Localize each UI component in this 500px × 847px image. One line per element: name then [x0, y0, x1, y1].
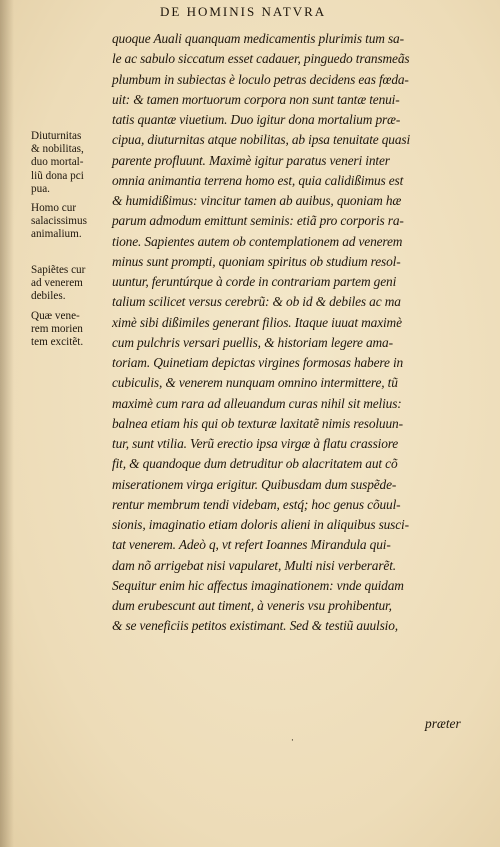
marginal-note-line: animalium.: [31, 228, 82, 241]
marginal-note: [31, 202, 87, 242]
marginal-note-line: salacissimus: [31, 215, 87, 228]
text-line: quoque Auali quanquam medicamentis plurimis tum sa-: [112, 31, 404, 46]
text-line: dam nõ arrigebat nisi vapularet, Multi nisi verberarẽt.: [112, 557, 396, 573]
text-line: talium scilicet versus cerebrũ: & ob id & debiles ac ma: [112, 294, 401, 310]
text-line: balnea etiam his qui ob texturæ laxitatẽ nimis resoluun-: [112, 415, 403, 431]
text-line: parum admodum emittunt seminis: etiã pro corporis ra-: [112, 213, 404, 229]
text-line: ximè sibi dißimiles generant filios. Itaque iuuat maximè: [112, 314, 402, 330]
marginal-note-line: Quæ vene-: [31, 310, 80, 322]
running-head: DE HOMINIS NATVRA: [160, 4, 327, 19]
text-line: omnia animantia terrena homo est, quia calidißimus est: [112, 172, 404, 188]
text-line: sionis, imaginatio etiam doloris alieni in aliquibus susci-: [112, 517, 409, 532]
text-line: uit: & tamen mortuorum corpora non sunt tantæ tenui-: [112, 91, 400, 107]
text-line: fit, & quandoque dum detruditur ob alacritatem aut cõ: [112, 456, 398, 472]
text-line: maximè cum rara ad alleuandum curas nihil sit melius:: [112, 395, 402, 411]
text-line: tatis quantæ viuetium. Duo igitur dona mortalium præ-: [112, 112, 401, 127]
catchword: præter: [425, 716, 461, 731]
marginal-note-line: tem excitẽt.: [31, 336, 84, 349]
marginal-note-line: rem morien: [31, 323, 83, 336]
text-line: Sequitur enim hic affectus imaginationem: vnde quidam: [112, 577, 404, 593]
marginal-note-line: Sapiẽtes cur: [31, 264, 86, 276]
marginal-note: [31, 130, 84, 196]
text-line: toriam. Quinetiam depictas virgines formosas habere in: [112, 355, 404, 370]
text-line: minus sunt prompti, quoniam spiritus ob studium resol-: [112, 253, 401, 269]
marginal-note-line: duo mortal-: [31, 156, 84, 169]
body-text: [112, 29, 484, 637]
text-line: cum pulchris versari puellis, & historiam legere ama-: [112, 334, 393, 350]
footer-mark: ·: [291, 736, 294, 746]
marginal-note-line: Homo cur: [31, 202, 77, 214]
text-line: parente profluunt. Maximè igitur paratus veneri inter: [112, 152, 390, 168]
text-line: dum erubescunt aut timent, à veneris vsu prohibentur,: [112, 598, 392, 613]
text-line: tione. Sapientes autem ob contemplationem ad venerem: [112, 233, 403, 249]
text-line: plumbum in subiectas è loculo petras decidens eas fœda-: [112, 71, 409, 87]
text-line: tur, sunt vtilia. Verũ erectio ipsa virgæ à flatu crassiore: [112, 436, 399, 451]
text-line: rentur membrum tendi videbam, estq́; hoc genus cõuul-: [112, 496, 401, 512]
marginal-note-line: pua.: [31, 182, 50, 195]
text-line: & humidißimus: vincitur tamen ab auibus, quoniam hæ: [112, 193, 402, 208]
marginal-note-line: Diuturnitas: [31, 130, 82, 142]
gutter-shadow: [0, 0, 14, 847]
text-line: miserationem virga erigitur. Quibusdam dum suspẽde-: [112, 476, 397, 492]
marginal-note: [31, 264, 85, 304]
marginal-note: [31, 310, 83, 350]
marginal-note-line: liũ dona pci: [31, 169, 84, 182]
text-line: cubiculis, & venerem nunquam omnino intermittere, tũ: [112, 375, 398, 391]
text-line: uuntur, feruntúrque à corde in contrariam partem geni: [112, 274, 397, 289]
marginal-note-line: debiles.: [31, 290, 66, 303]
text-line: le ac sabulo siccatum esset cadauer, pinguedo transmeãs: [112, 51, 410, 67]
marginal-note-line: & nobilitas,: [31, 143, 84, 156]
text-line: tat venerem. Adeò q, vt refert Ioannes Mirandula qui-: [112, 537, 391, 553]
text-line: & se veneficiis petitos existimant. Sed & testiũ auulsio,: [112, 618, 398, 634]
marginal-note-line: ad venerem: [31, 277, 83, 290]
text-line: cipua, diuturnitas atque nobilitas, ab ipsa tenuitate quasi: [112, 132, 411, 148]
